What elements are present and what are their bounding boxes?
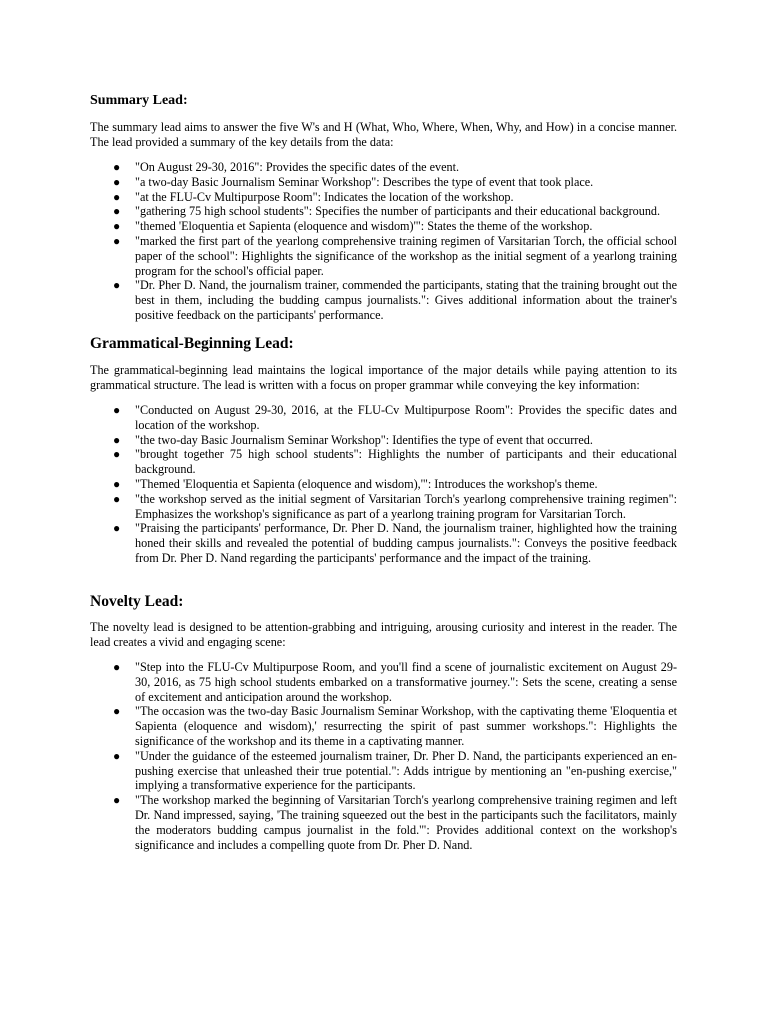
bullet-icon: ●: [113, 476, 121, 491]
section-intro-novelty-lead: The novelty lead is designed to be attention-grabbing and intriguing, arousing curiosity and interest in the reader. The lead creates a vivid and engaging scene:: [90, 620, 677, 649]
bullet-list-novelty-lead: [90, 660, 677, 852]
bullet-icon: ●: [113, 403, 121, 417]
section-intro-grammatical-beginning-lead: The grammatical-beginning lead maintains the logical importance of the major details while paying attention to its grammatical structure. The lead is written with a focus on proper grammar while conveying the key information:: [90, 363, 677, 392]
list-item: ● "On August 29-30, 2016": Provides the specific dates of the event.: [113, 160, 460, 174]
bullet-icon: ●: [113, 160, 121, 174]
list-item: ● "Praising the participants' performance, Dr. Pher D. Nand, the journalism trainer, highlighted how the training honed their skills and revealed the potential of budding campus journalists.": Conveys the positive feedback from Dr. Pher D. Nand regarding the participants' performance and the impact of the training.: [113, 521, 677, 565]
bullet-icon: ●: [113, 793, 121, 808]
list-item: ● "the two-day Basic Journalism Seminar Workshop": Identifies the type of event that occurred.: [113, 432, 593, 447]
bullet-icon: ●: [113, 447, 121, 462]
section-heading-summary-lead: Summary Lead:: [90, 93, 188, 108]
list-item: ● "The occasion was the two-day Basic Journalism Seminar Workshop, with the captivating theme 'Eloquentia et Sapienta (eloquence and wisdom),' resurrecting the spirit of past summer workshops.": Highlights the significance of the workshop and its theme in a captivating manner.: [113, 704, 677, 748]
bullet-icon: ●: [113, 233, 121, 248]
list-item: ● "a two-day Basic Journalism Seminar Workshop": Describes the type of event that took place.: [113, 174, 594, 189]
list-item: ● "gathering 75 high school students": Specifies the number of participants and their educational background.: [113, 204, 661, 219]
list-item: ● "at the FLU-Cv Multipurpose Room": Indicates the location of the workshop.: [113, 189, 514, 204]
bullet-icon: ●: [113, 174, 121, 189]
list-item: ● "Under the guidance of the esteemed journalism trainer, Dr. Pher D. Nand, the participants experienced an en-pushing exercise that unleashed their true potential.": Adds intrigue by mentioning an "en-pushing exercise," implying a transformative experience for the participants.: [113, 748, 677, 793]
list-item: ● "Themed 'Eloquentia et Sapienta (eloquence and wisdom),'": Introduces the workshop's theme.: [113, 476, 598, 491]
bullet-icon: ●: [113, 432, 121, 447]
bullet-icon: ●: [113, 219, 121, 234]
list-item: ● "The workshop marked the beginning of Varsitarian Torch's yearlong comprehensive training regimen and left Dr. Nand impressed, saying, 'The training squeezed out the best in the participants such the facilitators, mainly the moderators budding campus journalist in the fold.'": Provides additional context on the workshop's significance and includes a compelling quote from Dr. Pher D. Nand.: [113, 793, 677, 852]
bullet-icon: ●: [113, 189, 121, 204]
bullet-icon: ●: [113, 521, 121, 536]
bullet-icon: ●: [113, 748, 121, 763]
list-item: ● "Dr. Pher D. Nand, the journalism trainer, commended the participants, stating that the training brought out the best in them, including the budding campus journalists.": Gives additional information about the trainer's positive feedback on the participants' performance.: [113, 278, 677, 322]
list-item: ● "Conducted on August 29-30, 2016, at the FLU-Cv Multipurpose Room": Provides the specific dates and location of the workshop.: [113, 403, 677, 432]
list-item: ● "marked the first part of the yearlong comprehensive training regimen of Varsitarian Torch, the official school paper of the school": Highlights the significance of the workshop as the initial segment of a yearlong training program for the school's official paper.: [113, 233, 677, 278]
bullet-icon: ●: [113, 704, 121, 719]
bullet-icon: ●: [113, 491, 121, 506]
list-item: ● "Step into the FLU-Cv Multipurpose Room, and you'll find a scene of journalistic excitement on August 29-30, 2016, as 75 high school students embarked on a transformative journey.": Sets the scene, creating a sense of excitement and anticipation around the workshop.: [113, 660, 677, 704]
list-item: ● "themed 'Eloquentia et Sapienta (eloquence and wisdom)'": States the theme of the workshop.: [113, 219, 593, 234]
bullet-list-grammatical-beginning-lead: [90, 403, 677, 566]
section-heading-novelty-lead: Novelty Lead:: [90, 593, 184, 610]
bullet-icon: ●: [113, 204, 121, 219]
list-item: ● "the workshop served as the initial segment of Varsitarian Torch's yearlong comprehensive training regimen": Emphasizes the workshop's significance as part of a yearlong training program for Varsitarian Torch.: [113, 491, 677, 521]
list-item: ● "brought together 75 high school students": Highlights the number of participants and their educational background.: [113, 447, 677, 477]
bullet-list-summary-lead: [90, 160, 677, 323]
bullet-icon: ●: [113, 660, 121, 674]
section-heading-grammatical-beginning-lead: Grammatical-Beginning Lead:: [90, 335, 294, 352]
bullet-icon: ●: [113, 278, 121, 293]
section-intro-summary-lead: The summary lead aims to answer the five W's and H (What, Who, Where, When, Why, and How) in a concise manner. The lead provided a summary of the key details from the data:: [90, 120, 677, 149]
